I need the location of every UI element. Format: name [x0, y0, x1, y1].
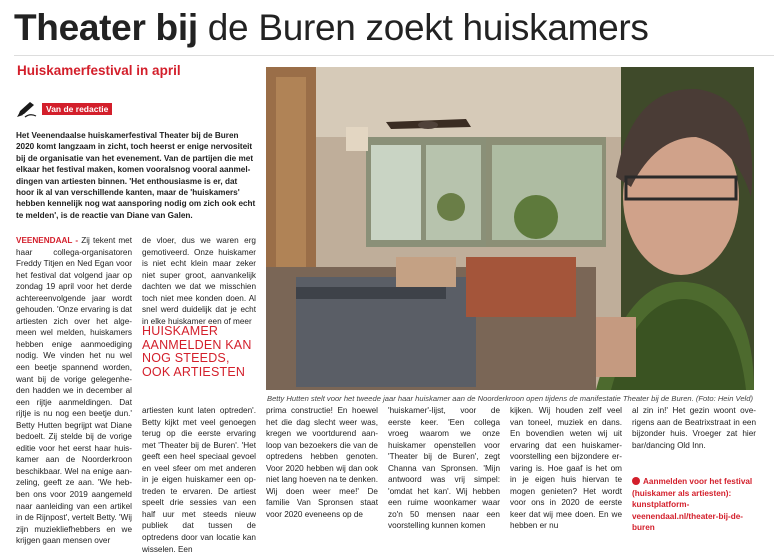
globe-icon — [632, 477, 640, 485]
dateline: VEENENDAAL - — [16, 236, 79, 245]
photo-caption: Betty Hutten stelt voor het tweede jaar haar huiskamer aan de Noorderkroon open tijdens de manifestatie Theater bij de Buren. (Foto: Hein Veld) — [267, 394, 753, 403]
subhead: Huiskamerfestival in april — [17, 63, 181, 78]
signup-link[interactable]: Aanmelden voor het festival (huiskamer als artiesten): kunstplatformveenendaal.nl/theater-bij-de-buren — [632, 477, 753, 532]
byline-label: Van de redactie — [42, 103, 112, 115]
headline-divider — [14, 55, 774, 56]
headline-bold: Theater bij — [14, 7, 198, 48]
body-column-5: 'huiskamer'-lijst, voor de eerste keer. 'Een collega vroeg waarom we onze huiskamer openstellen voor 'Theater bij de Buren', zegt Channa van Spronsen. 'Mijn antwoord was vrij simpel: 'omdat het kan'. Wij hebben een ruime woonkamer waar zo'n 50 mensen naar een voorstelling kunnen komen — [388, 406, 500, 531]
lead-paragraph: Het Veenendaalse huiskamerfestival Theater bij de Buren 2020 komt langzaam in zicht, toch heerst er enige nervositeit bij de organisatie van het evenement. Van de partijen die met elkaar het festival maken, komen vooralsnog vooral aanmeldingen van artiesten binnen. 'Het enthousiasme is er, dat hoor ik al van verschillende kanten, maar de 'huiskamers' hebben kennelijk nog wat aansporing nodig om zich ook echt te melden', is de reactie van Diane van Galen. — [16, 131, 256, 220]
signup-link-block[interactable] — [632, 476, 756, 534]
body-column-6: kijken. Wij houden zelf veel van toneel, muziek en dans. En bovendien weten wij uit ervaring dat een huiskamervoorstelling een bijzondere ervaring is. Hoe gaaf is het om in je eigen huis hiervan te mogen genieten? Het wordt voor ons in 2020 de eerste keer dat wij mee doen. En we hebben er nu — [510, 406, 622, 531]
pen-icon — [16, 100, 38, 118]
body-text-1: Zij tekent met haar collega-organisatoren Freddy Titjen en Ned Egan voor het festival dat volgend jaar op zondag 19 april voor het derde achtereenvolgende jaar wordt gehouden. 'Onze ervaring is dat artiesten zich over het algemeen wel melden, huiskamers hebben enige aanmoediging nodig. We vinden het nu wel een beetje spannend worden, want bij de vorige gelegenheden hadden we in december al een rijtje aanmeldingen. Dat rijtje is nu nog een beetje dun.' Betty Hutten begrijpt wat Diane bedoelt. Zij stelde bij de vorige editie voor het eerst haar huiskamer aan de Noorderkroon beschikbaar. Wel na enige aanzeling, geeft ze aan. 'We hebben ons voor 2019 aangemeld naar aanleiding van een artikel in de Rijnpost', vertelt Betty. 'Wij zijn muziekliefhebbers en we krijgen gaan mensen over — [16, 236, 132, 546]
headline — [14, 6, 774, 50]
body-column-7: al zin in!' Het gezin woont overigens aan de Beatrixstraat in een bijzonder huis. Vroeger zat hier bar/dancing Old Inn. — [632, 406, 756, 450]
body-column-4: prima constructie! En hoewel het die dag slecht weer was, kregen we voortdurend aanloop van bezoekers die van de optredens hebben genoten. Voor 2020 hebben wij dan ook niet lang hoeven na te denken. Wij doen weer mee!' De familie Van Spronsen staat voor 2020 eveneens op de — [266, 406, 378, 519]
body-column-1 — [16, 235, 132, 547]
article-photo — [266, 67, 754, 390]
pull-quote: HUISKAMER AANMELDEN KAN NOG STEEDS, OOK ARTIESTEN — [142, 324, 252, 379]
body-column-2: de vloer, dus we waren erg gemotiveerd. Onze huiskamer is niet echt klein maar zeker niet super groot, aanvankelijk dachten we dat we misschien toch niet mee konden doen. Al snel werd duidelijk dat je echt in elke huiskamer een of meer — [142, 236, 256, 326]
body-column-3: artiesten kunt laten optreden'. Betty kijkt met veel genoegen terug op die eerste ervaring met 'Theater bij de Buren'. 'Het geeft een heel speciaal gevoel en veel sfeer om met anderen in je eigen huiskamer een optreden te ervaren. De artiest speelt drie sessies van een half uur met steeds nieuw publiek dat tussen de optredens door van locatie kan wisselen. Een — [142, 406, 256, 554]
headline-normal: de Buren zoekt huiskamers — [207, 7, 649, 48]
